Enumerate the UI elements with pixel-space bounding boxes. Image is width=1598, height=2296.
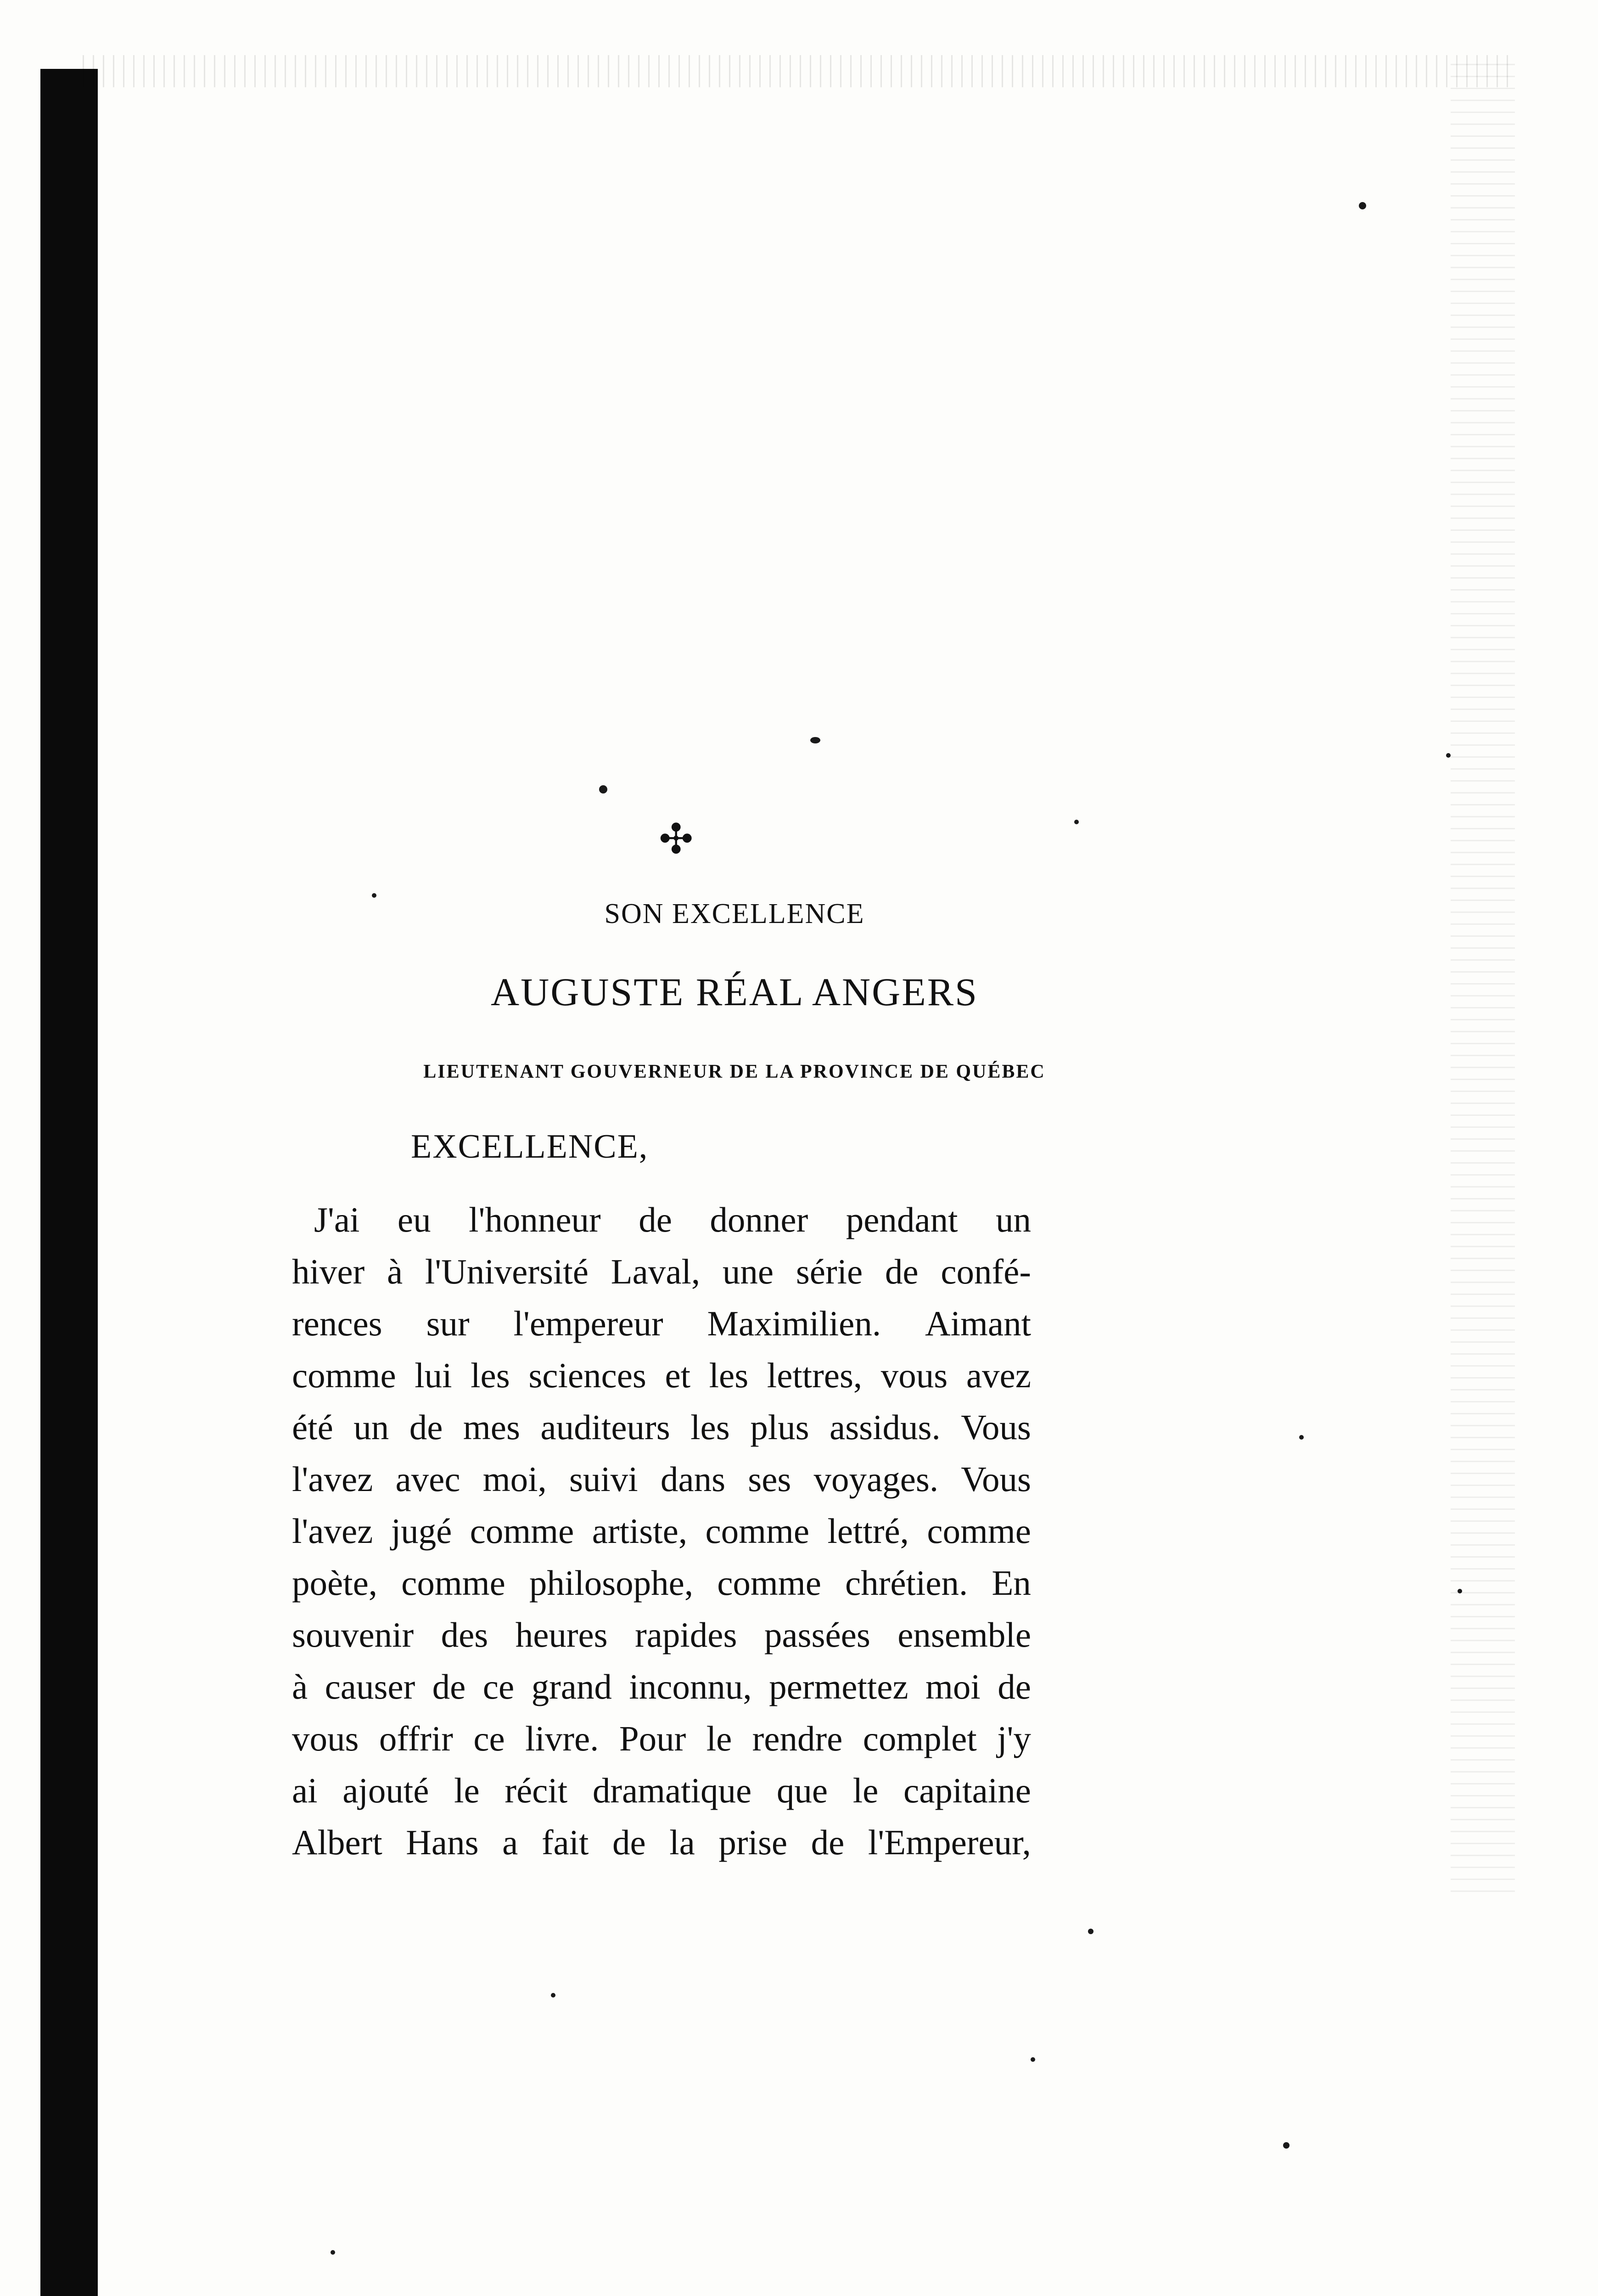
body-line: rences sur l'empereur Maximilien. Aimant (292, 1304, 1031, 1343)
ornament-mark: ✣ (659, 817, 694, 862)
body-line: été un de mes auditeurs les plus assidus. Vous (292, 1407, 1031, 1447)
body-line: l'avez avec moi, suivi dans ses voyages. Vous (292, 1459, 1031, 1499)
dedication-body (292, 1194, 1031, 1868)
speck (1283, 2142, 1290, 2149)
body-line: l'avez jugé comme artiste, comme lettré, comme (292, 1511, 1031, 1551)
right-edge-noise (1451, 55, 1515, 1892)
dedication-title: SON EXCELLENCE (604, 898, 865, 929)
top-edge-noise (83, 55, 1515, 87)
speck (551, 1993, 555, 1998)
speck (599, 785, 607, 793)
speck (1359, 202, 1366, 209)
body-line: poète, comme philosophe, comme chrétien. En (292, 1563, 1031, 1603)
speck (1299, 1435, 1304, 1440)
body-line: ai ajouté le récit dramatique que le capitaine (292, 1771, 1031, 1810)
body-line: comme lui les sciences et les lettres, vous avez (292, 1356, 1031, 1395)
body-line: souvenir des heures rapides passées ensemble (292, 1615, 1031, 1654)
dedicatee-office: LIEUTENANT GOUVERNEUR DE LA PROVINCE DE QUÉBEC (423, 1061, 1046, 1082)
body-line: à causer de ce grand inconnu, permettez moi de (292, 1667, 1031, 1706)
speck (810, 737, 820, 743)
dedicatee-name: AUGUSTE RÉAL ANGERS (491, 970, 978, 1014)
binding-shadow (40, 69, 98, 2296)
speck (372, 893, 376, 898)
body-line: vous offrir ce livre. Pour le rendre complet j'y (292, 1719, 1031, 1758)
speck (331, 2250, 335, 2255)
body-line: Albert Hans a fait de la prise de l'Empereur, (292, 1823, 1031, 1862)
body-line: hiver à l'Université Laval, une série de confé- (292, 1252, 1031, 1291)
salutation: EXCELLENCE, (411, 1128, 649, 1165)
speck (1446, 753, 1451, 758)
speck (1088, 1929, 1093, 1934)
speck (1031, 2057, 1035, 2062)
body-line: J'ai eu l'honneur de donner pendant un (314, 1200, 1031, 1239)
speck (1074, 820, 1079, 824)
speck (1458, 1589, 1462, 1593)
